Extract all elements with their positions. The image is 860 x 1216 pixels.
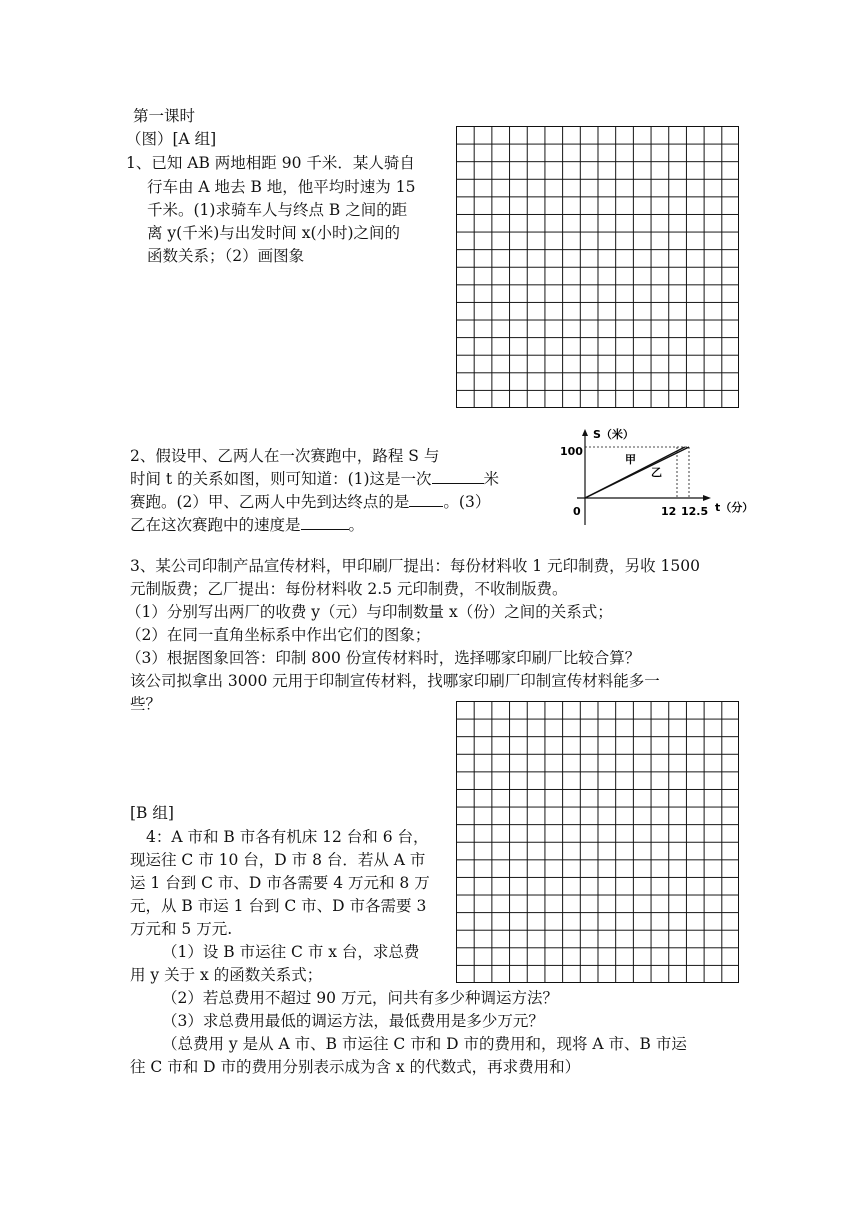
q4-line-6: （1）设 B 市运往 C 市 x 台，求总费 — [162, 943, 420, 961]
q1-line-4: 离 y(千米)与出发时间 x(小时)之间的 — [147, 224, 401, 242]
graph-paper-grid-1[interactable] — [456, 126, 739, 408]
q4-line-5: 万元和 5 万元. — [130, 920, 233, 938]
y-axis-arrow — [582, 429, 588, 436]
series-line-yi — [585, 447, 689, 498]
q1-line-3: 千米。(1)求骑车人与终点 B 之间的距 — [147, 201, 408, 219]
q2-blank-3[interactable] — [301, 515, 349, 530]
q4-line-9: （3）求总费用最低的调运方法，最低费用是多少万元？ — [162, 1012, 544, 1030]
group-a-heading: （图）[A 组] — [126, 130, 217, 148]
q2-line-3-text: 赛跑。(2）甲、乙两人中先到达终点的是 — [130, 493, 410, 511]
q4-line-7: 用 y 关于 x 的函数关系式； — [130, 966, 323, 984]
x-tick-12-5: 12.5 — [681, 505, 709, 518]
y-tick-100: 100 — [560, 445, 583, 458]
graph-paper-grid-2[interactable] — [456, 701, 739, 983]
q4-line-2: 现运往 C 市 10 台，D 市 8 台．若从 A 市 — [130, 851, 426, 869]
q2-blank-1[interactable] — [432, 469, 484, 484]
q2-line-2-unit: 米 — [483, 470, 500, 488]
q3-line-6: 该公司拟拿出 3000 元用于印制宣传材料，找哪家印刷厂印制宣传材料能多一 — [130, 672, 660, 690]
q2-blank-2[interactable] — [409, 492, 443, 507]
group-b-heading: [B 组] — [130, 804, 174, 822]
q4-line-3: 运 1 台到 C 市、D 市各需要 4 万元和 8 万 — [130, 874, 430, 892]
q4-line-4: 元，从 B 市运 1 台到 C 市、D 市各需要 3 — [130, 897, 427, 915]
x-axis-arrow — [703, 495, 711, 501]
q2-line-3 — [130, 492, 490, 512]
q3-line-2: 元制版费；乙厂提出：每份材料收 2.5 元印制费，不收制版费。 — [130, 580, 568, 598]
q3-line-3: （1）分别写出两厂的收费 y（元）与印制数量 x（份）之间的关系式； — [126, 603, 613, 621]
q2-line-2 — [130, 469, 499, 489]
q3-line-7: 些？ — [130, 695, 162, 713]
lesson-title: 第一课时 — [133, 107, 196, 125]
q3-line-5: （3）根据图象回答：印制 800 份宣传材料时，选择哪家印刷厂比较合算？ — [126, 649, 641, 667]
q4-line-1: 4：A 市和 B 市各有机床 12 台和 6 台， — [146, 828, 429, 846]
y-axis-label: S（米） — [593, 428, 634, 441]
x-axis-label: t（分） — [715, 501, 754, 514]
q1-line-5: 函数关系；（2）画图象 — [147, 247, 305, 265]
q2-line-2-text: 时间 t 的关系如图，则可知道：(1)这是一次 — [130, 470, 432, 488]
q2-line-4-tail: 。 — [348, 516, 365, 534]
x-tick-12: 12 — [661, 505, 677, 518]
q1-line-1: 1、已知 AB 两地相距 90 千米．某人骑自 — [126, 154, 415, 172]
q2-line-1: 2、假设甲、乙两人在一次赛跑中，路程 S 与 — [130, 447, 440, 465]
q2-line-4 — [130, 515, 364, 535]
q4-line-10: （总费用 y 是从 A 市、B 市运往 C 市和 D 市的费用和，现将 A 市、B 市运 — [162, 1035, 687, 1053]
q1-line-2: 行车由 A 地去 B 地，他平均时速为 15 — [147, 178, 416, 196]
q2-line-4-text: 乙在这次赛跑中的速度是 — [130, 516, 301, 534]
race-graph — [555, 425, 775, 525]
q3-line-4: （2）在同一直角坐标系中作出它们的图象； — [126, 626, 431, 644]
origin-label: 0 — [573, 505, 581, 518]
series-label-jia: 甲 — [625, 453, 636, 466]
q3-line-1: 3、某公司印制产品宣传材料，甲印刷厂提出：每份材料收 1 元印制费，另收 1500 — [130, 557, 700, 575]
q2-line-3-tail: 。(3） — [443, 493, 491, 511]
series-label-yi: 乙 — [651, 466, 662, 479]
q4-line-11: 往 C 市和 D 市的费用分别表示成为含 x 的代数式，再求费用和） — [130, 1058, 581, 1076]
q4-line-8: （2）若总费用不超过 90 万元，问共有多少种调运方法？ — [162, 989, 558, 1007]
